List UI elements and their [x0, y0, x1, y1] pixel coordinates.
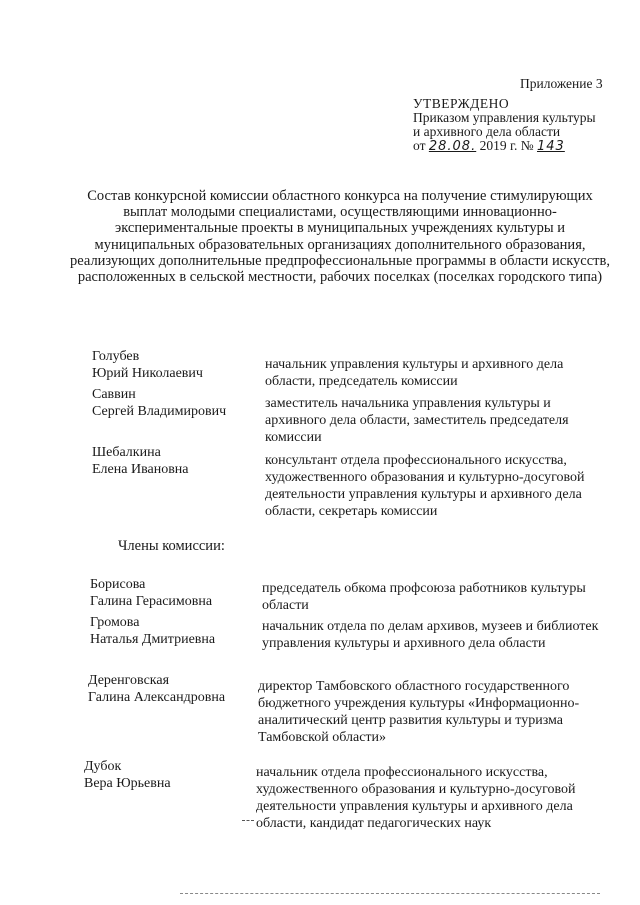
- member-item: [90, 614, 610, 668]
- approval-block: [413, 97, 613, 154]
- person-given-name: Юрий Николаевич: [92, 366, 203, 381]
- person-surname: Борисова: [90, 577, 146, 592]
- person-role: начальник отдела профессионального искусства, художественного образования и культурно-досуговой деятельности управления культуры и архивного дела области, кандидат педагогических наук: [256, 765, 576, 831]
- person-given-name: Вера Юрьевна: [84, 776, 171, 791]
- page-bottom-divider: [180, 893, 600, 894]
- member-item: [90, 576, 610, 616]
- person-surname: Шебалкина: [92, 445, 161, 460]
- handwritten-date: 28.08.: [428, 139, 477, 154]
- person-given-name: Наталья Дмитриевна: [90, 632, 216, 647]
- commission-chair: [92, 348, 612, 388]
- member-item: [84, 758, 614, 838]
- appendix-label: Приложение 3: [520, 76, 603, 91]
- person-given-name: Галина Герасимовна: [90, 594, 213, 609]
- person-surname: Дубок: [84, 759, 122, 774]
- approval-order-line2: и архивного дела области: [413, 124, 561, 139]
- person-surname: Саввин: [92, 387, 136, 402]
- person-role: директор Тамбовского областного государственного бюджетного учреждения культуры «Информационно-аналитический центр развития культуры и туризма Тамбовской области»: [258, 679, 580, 745]
- document-title: Состав конкурсной комиссии областного конкурса на получение стимулирующих выплат молодыми специалистами, осуществляющими инновационно-экспериментальные проекты в муниципальных учреждениях культуры и муниципальных образовательных организациях дополнительного образования, реализующих дополнительные предпрофессиональные программы в области искусств, расположенных в сельской местности, рабочих поселках (поселках городского типа): [70, 188, 610, 286]
- person-name: [88, 672, 258, 706]
- handwritten-number: 143: [537, 139, 565, 154]
- person-role: председатель обкома профсоюза работников культуры области: [262, 581, 586, 613]
- person-role: консультант отдела профессионального искусства, художественного образования и культурно-досуговой деятельности управления культуры и архивного дела области, секретарь комиссии: [265, 453, 585, 519]
- person-name: [92, 444, 262, 478]
- person-name: [92, 348, 262, 382]
- members-heading: Члены комиссии:: [118, 538, 225, 554]
- commission-secretary: [92, 444, 612, 519]
- person-surname: Громова: [90, 615, 140, 630]
- person-name: [92, 386, 262, 420]
- approval-date-line: [413, 139, 613, 154]
- person-name: [90, 576, 260, 610]
- person-given-name: Елена Ивановна: [92, 462, 189, 477]
- person-surname: Голубев: [92, 349, 140, 364]
- person-name: [90, 614, 260, 648]
- person-role: заместитель начальника управления культуры и архивного дела области, заместитель председателя комиссии: [265, 396, 569, 445]
- person-given-name: Сергей Владимирович: [92, 404, 227, 419]
- date-prefix: от: [413, 138, 426, 153]
- person-surname: Деренговская: [88, 673, 170, 688]
- person-role: начальник управления культуры и архивного дела области, председатель комиссии: [265, 357, 564, 389]
- commission-deputy-chair: [92, 386, 612, 445]
- pen-mark: [242, 820, 254, 822]
- person-role: начальник отдела по делам архивов, музеев и библиотек управления культуры и архивного дела области: [262, 619, 599, 651]
- member-item: [88, 672, 618, 744]
- person-given-name: Галина Александровна: [88, 690, 226, 705]
- approval-stamp: УТВЕРЖДЕНО: [413, 96, 510, 111]
- date-year: 2019 г. №: [479, 138, 534, 153]
- approval-order-line1: Приказом управления культуры: [413, 110, 596, 125]
- person-name: [84, 758, 254, 792]
